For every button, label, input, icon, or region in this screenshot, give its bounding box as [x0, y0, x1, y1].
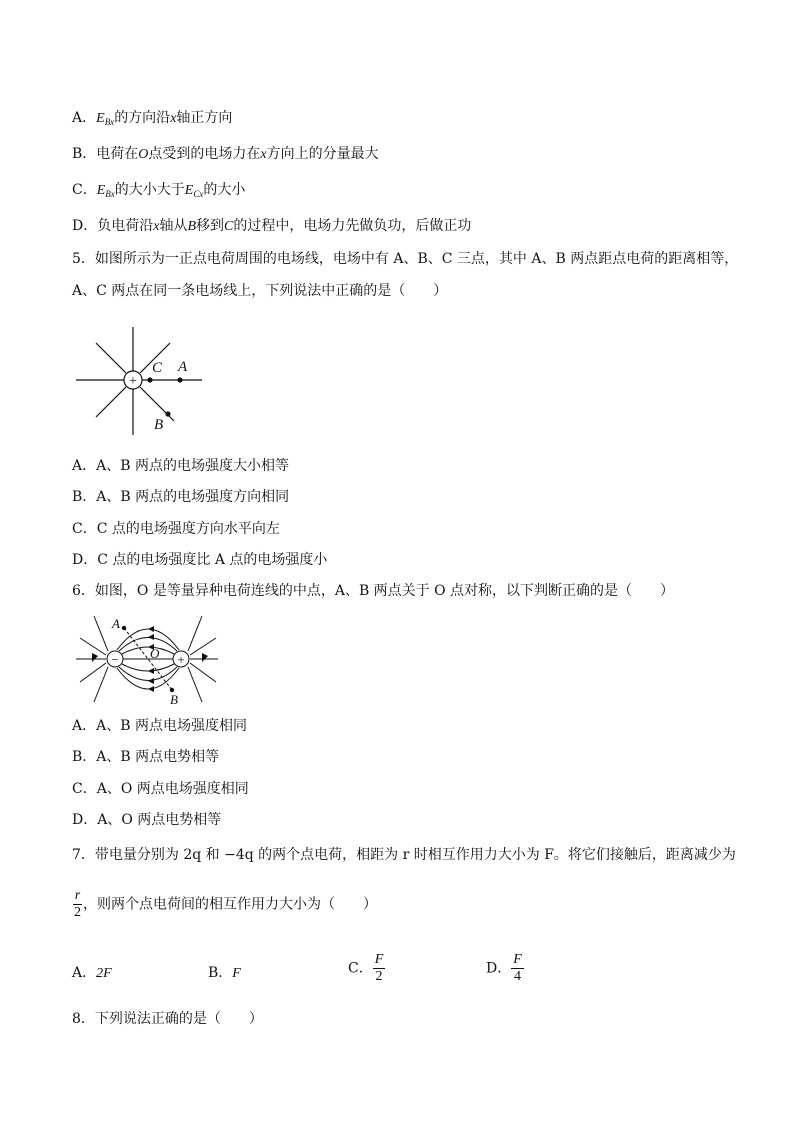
q6-option-b: B．A、B 两点电势相等: [72, 749, 220, 765]
label-b: B: [170, 692, 178, 706]
q7-option-b: B．F: [208, 965, 241, 981]
q5-option-b: B．A、B 两点的电场强度方向相同: [72, 489, 290, 505]
q6-option-a: A．A、B 两点电场强度相同: [72, 718, 247, 734]
q5-stem-line2: A、C 两点在同一条电场线上，下列说法中正确的是（ ）: [72, 283, 448, 299]
q5-option-c: C．C 点的电场强度方向水平向左: [72, 521, 280, 537]
pos-charge-sign: +: [177, 652, 185, 667]
field-line-lower-left: [96, 387, 126, 417]
q7-option-c: C． $\frac{F}{2}$: [348, 952, 384, 984]
label-a: A: [178, 359, 188, 375]
q6-option-d: D．A、O 两点电势相等: [72, 812, 222, 828]
q7-stem-line2: $\frac{r}{2}$ ，则两个点电荷间的相互作用力大小为（ ）: [74, 888, 377, 920]
q7-option-d: D． $\frac{F}{4}$: [486, 952, 522, 984]
q6-option-c: C．A、O 两点电场强度相同: [72, 781, 249, 797]
q5-option-a: A．A、B 两点的电场强度大小相等: [72, 458, 289, 474]
q7-fraction: $\frac{r}{2}$: [74, 888, 81, 920]
q4-option-d: D．负电荷沿x轴从B移到C的过程中，电场力先做负功，后做正功: [72, 218, 472, 234]
point-b-dot: [165, 411, 170, 416]
label-a: A: [112, 616, 120, 631]
point-c-dot: [147, 377, 152, 382]
point-a-dot: [122, 626, 126, 630]
field-line-upper-left: [96, 343, 126, 373]
point-a-dot: [177, 377, 182, 382]
q5-stem-line1: 5．如图所示为一正点电荷周围的电场线，电场中有 A、B、C 三点，其中 A、B 两点距点电荷的距离相等，: [72, 251, 739, 267]
q4-option-a: A．$E_{Bx}$的方向沿x轴正方向: [72, 110, 233, 127]
q5-figure-point-charge: [72, 325, 212, 440]
q4-option-b: B．电荷在O点受到的电场力在x方向上的分量最大: [72, 146, 379, 162]
q4-option-c: C．$E_{Bx}$的大小大于$E_{Cx}$的大小: [72, 182, 246, 199]
label-c: C: [152, 360, 163, 376]
neg-charge-sign: −: [111, 652, 119, 667]
q7-stem-line1: 7．带电量分别为 2q 和 −4q 的两个点电荷，相距为 r 时相互作用力大小为 F。将它们接触后，距离减少为: [72, 847, 736, 863]
label-b: B: [154, 417, 164, 433]
charge-sign: +: [129, 374, 137, 389]
label-o: O: [150, 646, 160, 661]
q5-option-d: D．C 点的电场强度比 A 点的电场强度小: [72, 552, 328, 568]
q7-option-a: A．2F: [72, 965, 112, 981]
q6-stem: 6．如图，O 是等量异种电荷连线的中点，A、B 两点关于 O 点对称，以下判断正确的是（ ）: [72, 583, 675, 599]
q6-figure-dipole: [72, 606, 222, 706]
q8-stem: 8．下列说法正确的是（ ）: [72, 1011, 263, 1027]
